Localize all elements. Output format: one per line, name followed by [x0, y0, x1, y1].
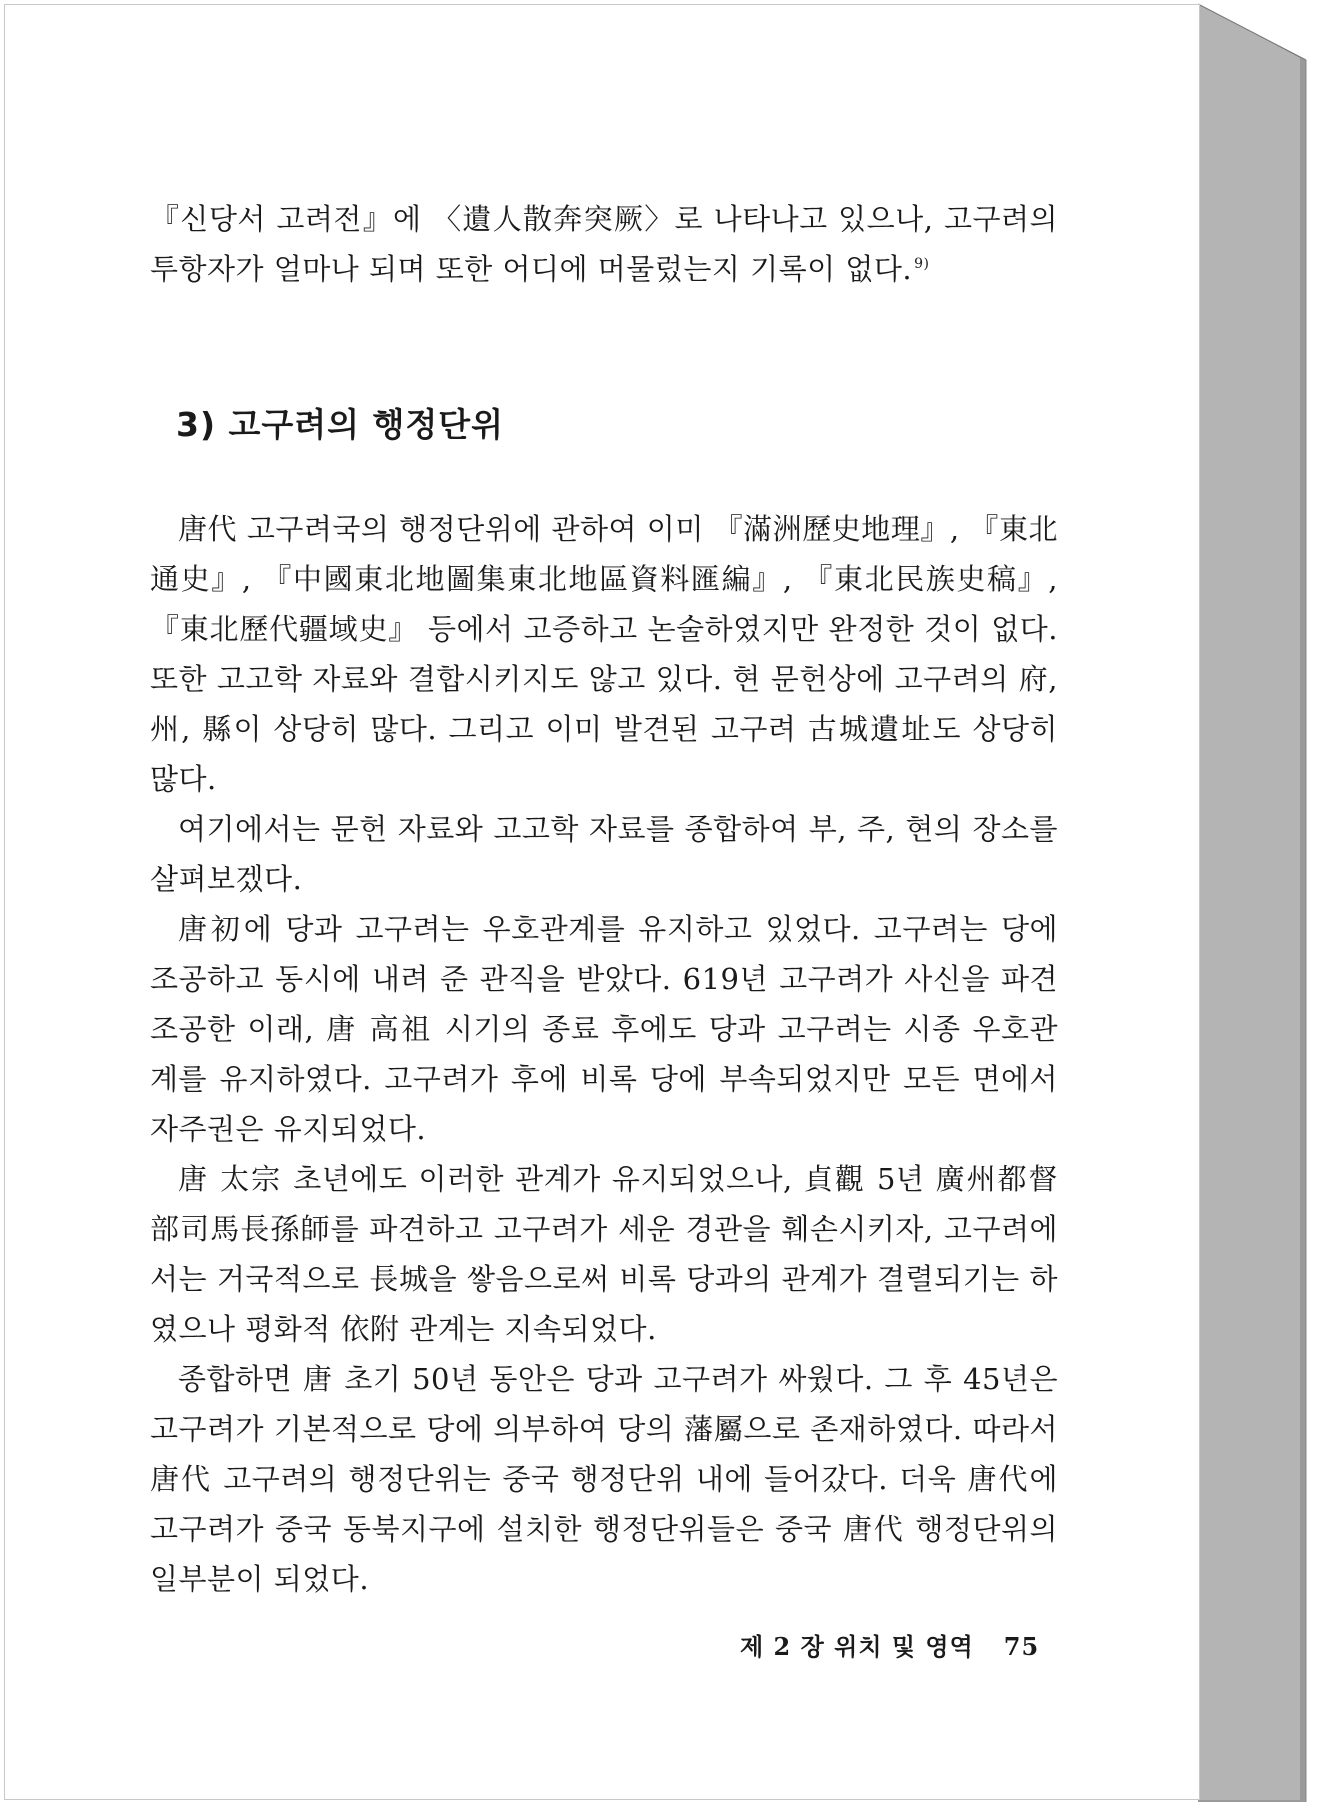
body-paragraph-1: 唐代 고구려국의 행정단위에 관하여 이미 『滿洲歷史地理』, 『東北通史』, 『中國東北地圖集東北地區資料匯編』, 『東北民族史稿』, 『東北歷代疆域史』 등에서 고증하고 논술하였지만 완정한 것이 없다. 또한 고고학 자료와 결합시키지도 않고 있다. 현 문헌상에 고구려의 府, 州, 縣이 상당히 많다. 그리고 이미 발견된 고구려 古城遺址도 상당히 많다.	[150, 512, 1058, 796]
running-footer	[740, 1627, 1039, 1662]
body-paragraph-3: 唐初에 당과 고구려는 우호관계를 유지하고 있었다. 고구려는 당에 조공하고 동시에 내려 준 관직을 받았다. 619년 고구려가 사신을 파견 조공한 이래, 唐 高祖 시기의 종료 후에도 당과 고구려는 시종 우호관계를 유지하였다. 고구려가 후에 비록 당에 부속되었지만 모든 면에서 자주권은 유지되었다.	[150, 912, 1058, 1146]
footnote-marker: 9)	[914, 256, 930, 273]
body-paragraph-2: 여기에서는 문헌 자료와 고고학 자료를 종합하여 부, 주, 현의 장소를 살펴보겠다.	[150, 812, 1058, 896]
body-paragraph-5: 종합하면 唐 초기 50년 동안은 당과 고구려가 싸웠다. 그 후 45년은 고구려가 기본적으로 당에 의부하여 당의 藩屬으로 존재하였다. 따라서 唐代 고구려의 행정단위는 중국 행정단위 내에 들어갔다. 더욱 唐代에 고구려가 중국 동북지구에 설치한 행정단위들은 중국 唐代 행정단위의 일부분이 되었다.	[150, 1362, 1058, 1596]
opening-paragraph: 『신당서 고려전』에 〈遺人散奔突厥〉로 나타나고 있으나, 고구려의 투항자가 얼마나 되며 또한 어디에 머물렀는지 기록이 없다. $^{9)}$	[150, 202, 1058, 286]
page-number: 75	[1003, 1632, 1040, 1661]
section-body	[150, 504, 1058, 1604]
body-paragraph-4: 唐 太宗 초년에도 이러한 관계가 유지되었으나, 貞觀 5년 廣州都督部司馬長孫師를 파견하고 고구려가 세운 경관을 훼손시키자, 고구려에서는 거국적으로 長城을 쌓음으로써 비록 당과의 관계가 결렬되기는 하였으나 평화적 依附 관계는 지속되었다.	[150, 1162, 1058, 1346]
section-title: 3) 고구려의 행정단위	[176, 405, 505, 444]
opening-block	[150, 194, 1058, 294]
chapter-label: 제 2 장 위치 및 영역	[740, 1632, 974, 1661]
